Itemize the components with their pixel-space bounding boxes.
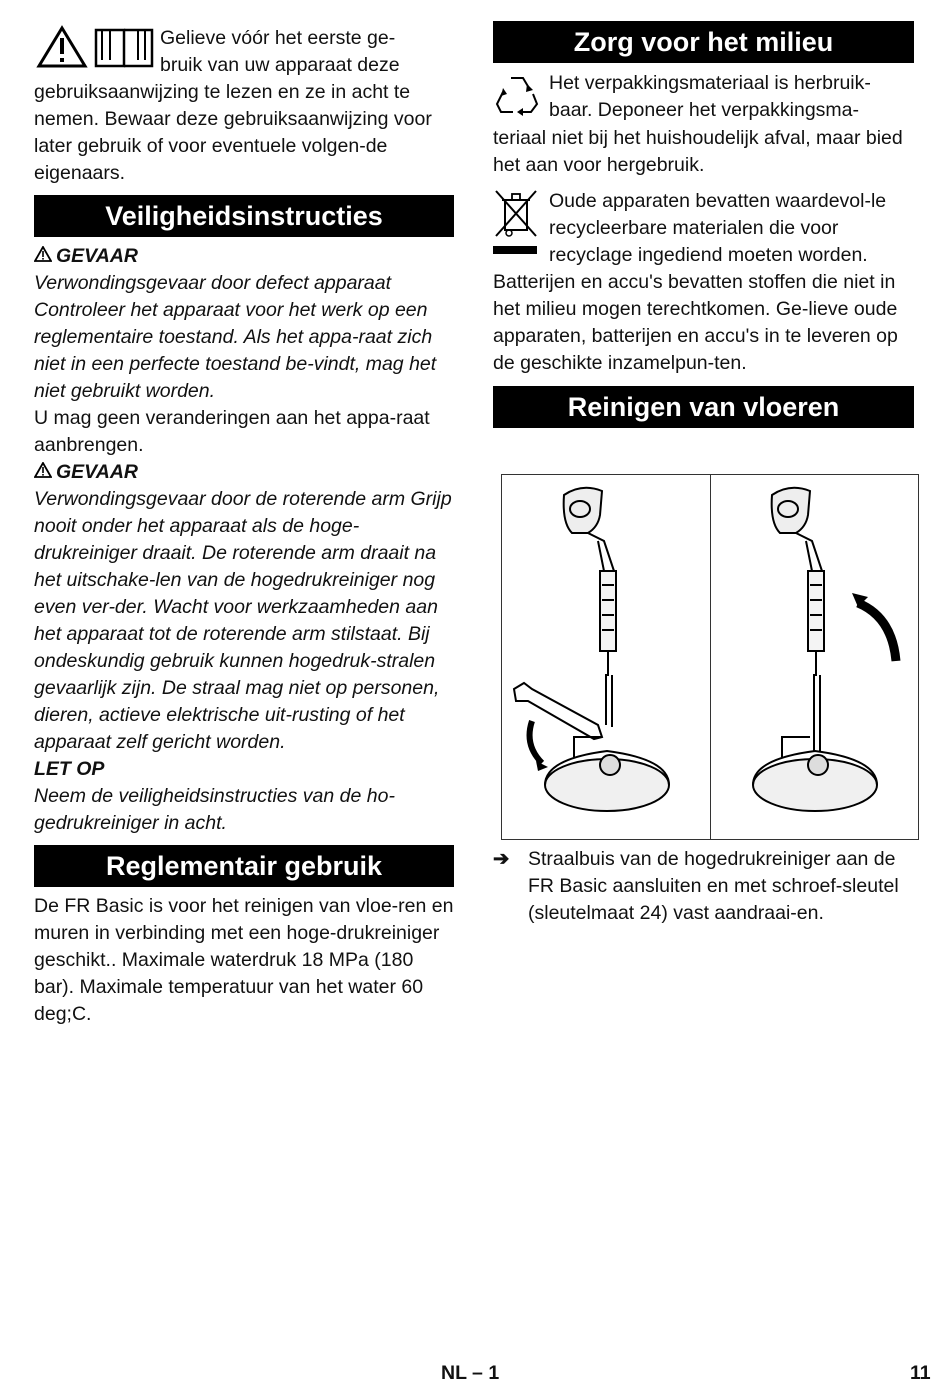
intro-line-1: Gelieve vóór het eerste ge- (160, 27, 396, 49)
environment-heading: Zorg voor het milieu (493, 21, 914, 63)
right-column (493, 0, 914, 428)
intro-icons (34, 22, 158, 72)
crossed-bin-icon (493, 188, 549, 261)
recycle-line-2: baar. Deponeer het verpakkingsma- (549, 99, 860, 121)
danger-note-1: U mag geen veranderingen aan het appa-raat aanbrengen. (34, 407, 430, 456)
danger-text-2: Verwondingsgevaar door de roterende arm Grijp nooit onder het apparaat als de hoge-drukreiniger draait. De roterende arm draait na het uitschake-len van de hogedrukreiniger nog even ver-der. Wacht voor werkzaamheden aan het apparaat tot de roterende arm stilstaat. Bij ondeskundig gebruik kunnen hogedruk-stralen gevaarlijk zijn. De straal mag niet op personen, dieren, actieve elektrische uit-rusting of het apparaat zelf gericht worden. (34, 488, 452, 753)
usage-heading: Reglementair gebruik (34, 845, 454, 887)
letop-label: LET OP (34, 758, 105, 780)
page-number: 11 (910, 1362, 931, 1384)
mounting-illustration (501, 474, 919, 840)
intro-block (34, 22, 454, 79)
instruction-step (493, 846, 914, 927)
step-arrow-icon: ➔ (493, 848, 510, 870)
weee-text: Oude apparaten bevatten waardevol-le recycleerbare materialen die voor recyclage ingediend moeten worden. (549, 190, 887, 266)
safety-heading: Veiligheidsinstructies (34, 195, 454, 237)
left-column (34, 0, 454, 1028)
letop-text: Neem de veiligheidsinstructies van de ho-gedrukreiniger in acht. (34, 785, 395, 834)
battery-text: Batterijen en accu's bevatten stoffen die niet in het milieu mogen terechtkomen. Ge-lieve oude apparaten, batterijen en accu's in te leveren op de geschikte inzamelpun-ten. (493, 271, 898, 374)
warning-manual-icon (34, 22, 158, 72)
danger-text-1: Verwondingsgevaar door defect apparaat Controleer het apparaat voor het werk op een reglementaire toestand. Als het appa-raat zich niet in een perfecte toestand be-vindt, mag het niet gebruikt worden. (34, 272, 437, 402)
intro-line-2: bruik van uw apparaat deze (160, 54, 400, 76)
weee-block (493, 188, 914, 269)
page-section-label: NL – 1 (441, 1362, 500, 1384)
danger-label-1: GEVAAR (34, 243, 454, 270)
recycle-icon (493, 70, 549, 125)
recycle-text: teriaal niet bij het huishoudelijk afval, maar bied het aan voor hergebruik. (493, 127, 903, 176)
step-text: Straalbuis van de hogedrukreiniger aan de FR Basic aansluiten en met schroef-sleutel (sleutelmaat 24) vast aandraai-en. (528, 848, 899, 924)
floors-heading: Reinigen van vloeren (493, 386, 914, 428)
recycle-line-1: Het verpakkingsmateriaal is herbruik- (549, 72, 871, 94)
intro-text: gebruiksaanwijzing te lezen en ze in acht te nemen. Bewaar deze gebruiksaanwijzing voor later gebruik of voor eventuele volgen-de eigenaars. (34, 81, 432, 184)
recycle-block (493, 70, 914, 125)
warning-triangle-icon (34, 459, 56, 486)
warning-triangle-icon (34, 243, 56, 270)
danger-label-2: GEVAAR (34, 459, 454, 486)
floor-cleaner-drawing (502, 475, 918, 839)
usage-text: De FR Basic is voor het reinigen van vloe-ren en muren in verbinding met een hoge-drukreiniger geschikt.. Maximale waterdruk 18 MPa (180 bar). Maximale temperatuur van het water 60 deg;C. (34, 895, 454, 1025)
